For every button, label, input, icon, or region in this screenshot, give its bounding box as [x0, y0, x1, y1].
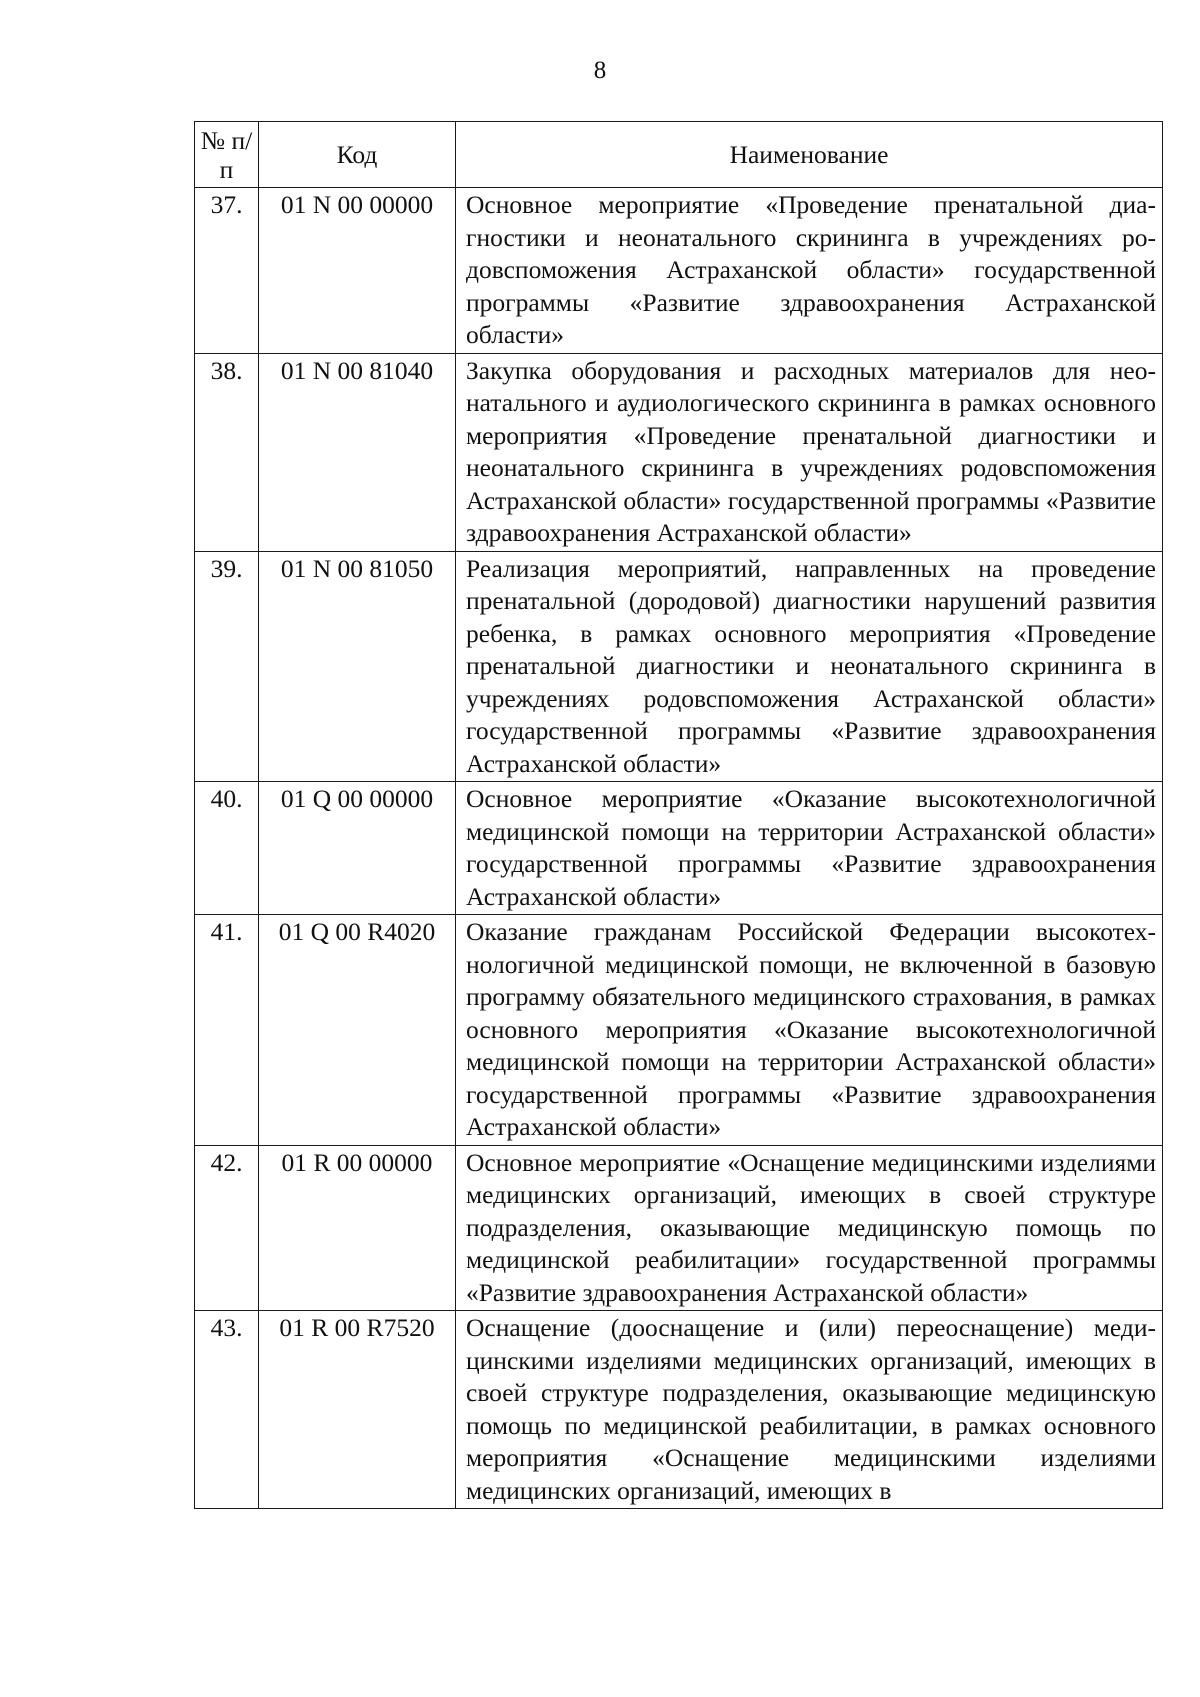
row-code: 01 N 00 81040: [259, 353, 456, 551]
row-code: 01 N 00 81050: [259, 551, 456, 782]
table-row: [195, 188, 1163, 354]
row-name: Основное мероприятие «Оказание высокотехнологичной медицинской помощи на территории Астраханской области» государственной программы «Развитие здравоохранения Астраханской области»: [456, 782, 1163, 915]
row-code: 01 Q 00 R4020: [259, 915, 456, 1146]
row-name: Реализация мероприятий, направленных на проведение пренатальной (дородовой) диагностики нарушений развития ребенка, в рамках основного мероприятия «Проведение пренатальной диагностики и неонатального скрининга в учреждениях родовспоможения Астраханской области» государственной программы «Развитие здравоохранения Астраханской области»: [456, 551, 1163, 782]
header-num: № п/п: [195, 122, 259, 188]
budget-classification-table: [194, 121, 1163, 1509]
row-code: 01 R 00 00000: [259, 1145, 456, 1311]
row-name: Основное мероприятие «Оснащение медицинскими изделиями медицинских организаций, имеющих в своей структуре подразделения, оказывающие медицинскую помощь по медицинской реабилитации» государственной программы «Развитие здравоохранения Астраханской области»: [456, 1145, 1163, 1311]
page-number: 8: [593, 57, 607, 84]
table-header-row: [195, 122, 1163, 188]
table-row: [195, 1311, 1163, 1509]
row-name: Закупка оборудования и расходных материалов для неонатального и аудиологического скрининга в рамках основного мероприятия «Проведение пренатальной диагностики и неонатального скрининга в учреждениях родовспоможения Астраханской области» государственной программы «Развитие здравоохранения Астраханской области»: [456, 353, 1163, 551]
table-row: [195, 782, 1163, 915]
row-name: Основное мероприятие «Проведение пренатальной диагностики и неонатального скрининга в учреждениях родовспоможения Астраханской области» государственной программы «Развитие здравоохранения Астраханской области»: [456, 188, 1163, 354]
table-row: [195, 353, 1163, 551]
row-code: 01 N 00 00000: [259, 188, 456, 354]
row-number: 43.: [195, 1311, 259, 1509]
row-number: 39.: [195, 551, 259, 782]
table-row: [195, 551, 1163, 782]
row-number: 41.: [195, 915, 259, 1146]
row-code: 01 Q 00 00000: [259, 782, 456, 915]
table-row: [195, 915, 1163, 1146]
row-name: Оснащение (дооснащение и (или) переоснащение) медицинскими изделиями медицинских организаций, имеющих в своей структуре подразделения, оказывающие медицинскую помощь по медицинской реабилитации, в рамках основного мероприятия «Оснащение медицинскими изделиями медицинских организаций, имеющих в: [456, 1311, 1163, 1509]
row-number: 40.: [195, 782, 259, 915]
row-code: 01 R 00 R7520: [259, 1311, 456, 1509]
table-row: [195, 1145, 1163, 1311]
header-code: Код: [259, 122, 456, 188]
row-name: Оказание гражданам Российской Федерации высокотехнологичной медицинской помощи, не включенной в базовую программу обязательного медицинского страхования, в рамках основного мероприятия «Оказание высокотехнологичной медицинской помощи на территории Астраханской области» государственной программы «Развитие здравоохранения Астраханской области»: [456, 915, 1163, 1146]
row-number: 38.: [195, 353, 259, 551]
header-name: Наименование: [456, 122, 1163, 188]
row-number: 37.: [195, 188, 259, 354]
row-number: 42.: [195, 1145, 259, 1311]
